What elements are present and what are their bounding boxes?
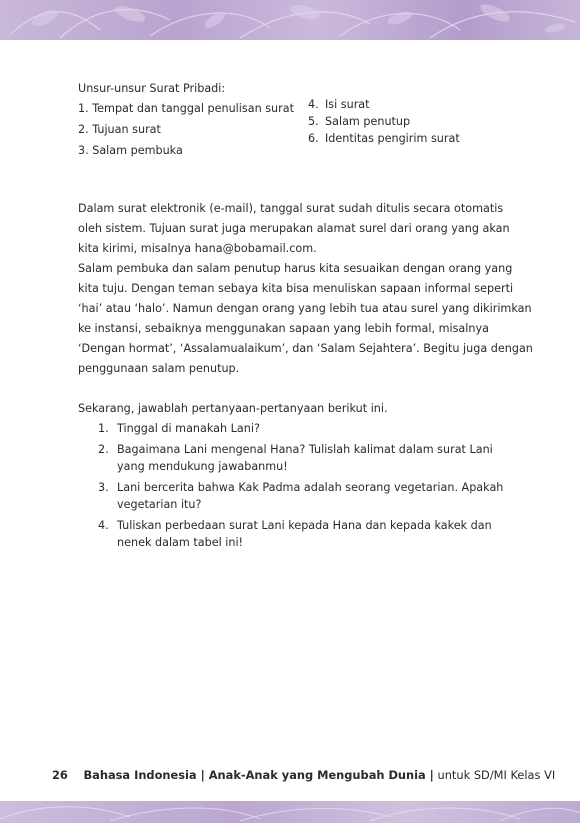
list-item [308, 96, 460, 113]
question-number: 4. [98, 519, 109, 532]
page-footer [52, 766, 555, 784]
question-number: 2. [98, 443, 109, 456]
paragraph-line: ‘Dengan hormat’, ‘Assalamualaikum’, dan ‘Salam Sejahtera’. Begitu juga dengan [78, 342, 533, 355]
paragraph-line: Dalam surat elektronik (e-mail), tanggal surat sudah ditulis secara otomatis [78, 202, 504, 215]
footer-decoration-band [0, 801, 580, 823]
list-text: Identitas pengirim surat [325, 132, 460, 145]
question-item [98, 420, 508, 437]
header-decoration-band [0, 0, 580, 40]
list-item [308, 130, 460, 147]
audience-label: untuk SD/MI Kelas VI [437, 768, 556, 782]
list-number: 5. [308, 115, 319, 128]
paragraph-line: ‘hai’ atau ‘halo’. Namun dengan orang yang lebih tua atau surel yang dikirimkan [78, 302, 532, 315]
question-number: 1. [98, 422, 109, 435]
question-text: Bagaimana Lani mengenal Hana? Tulislah kalimat dalam surat Lani yang mendukung jawabanmu! [117, 443, 493, 473]
page-number: 26 [52, 768, 68, 782]
list-item: 1. Tempat dan tanggal penulisan surat [78, 102, 294, 115]
list-item [308, 113, 460, 130]
floral-pattern-icon [0, 0, 580, 40]
list-number: 4. [308, 98, 319, 111]
list-text: Isi surat [325, 98, 370, 111]
question-text: Lani bercerita bahwa Kak Padma adalah seorang vegetarian. Apakah vegetarian itu? [117, 481, 504, 511]
paragraph-line: Salam pembuka dan salam penutup harus kita sesuaikan dengan orang yang [78, 262, 513, 275]
elements-list-right [308, 96, 460, 147]
list-text: Salam penutup [325, 115, 411, 128]
elements-list-left [78, 98, 294, 161]
question-text: Tuliskan perbedaan surat Lani kepada Hana dan kepada kakek dan nenek dalam tabel ini! [117, 519, 492, 549]
list-heading: Unsur-unsur Surat Pribadi: [78, 82, 226, 95]
book-title: Bahasa Indonesia | Anak-Anak yang Mengubah Dunia | [83, 768, 434, 782]
question-text: Tinggal di manakah Lani? [117, 422, 260, 435]
explanation-paragraph [78, 199, 533, 379]
paragraph-line: penggunaan salam penutup. [78, 362, 240, 375]
questions-list [98, 420, 508, 555]
question-number: 3. [98, 481, 109, 494]
floral-pattern-icon [0, 801, 580, 823]
question-item [98, 479, 508, 513]
list-number: 6. [308, 132, 319, 145]
paragraph-line: kita tuju. Dengan teman sebaya kita bisa menuliskan sapaan informal seperti [78, 282, 514, 295]
list-item: 3. Salam pembuka [78, 144, 183, 157]
paragraph-line: kita kirimi, misalnya hana@bobamail.com. [78, 242, 317, 255]
paragraph-line: oleh sistem. Tujuan surat juga merupakan alamat surel dari orang yang akan [78, 222, 510, 235]
list-item: 2. Tujuan surat [78, 123, 161, 136]
question-item [98, 441, 508, 475]
paragraph-line: ke instansi, sebaiknya menggunakan sapaan yang lebih formal, misalnya [78, 322, 489, 335]
question-item [98, 517, 508, 551]
questions-intro: Sekarang, jawablah pertanyaan-pertanyaan berikut ini. [78, 402, 388, 415]
